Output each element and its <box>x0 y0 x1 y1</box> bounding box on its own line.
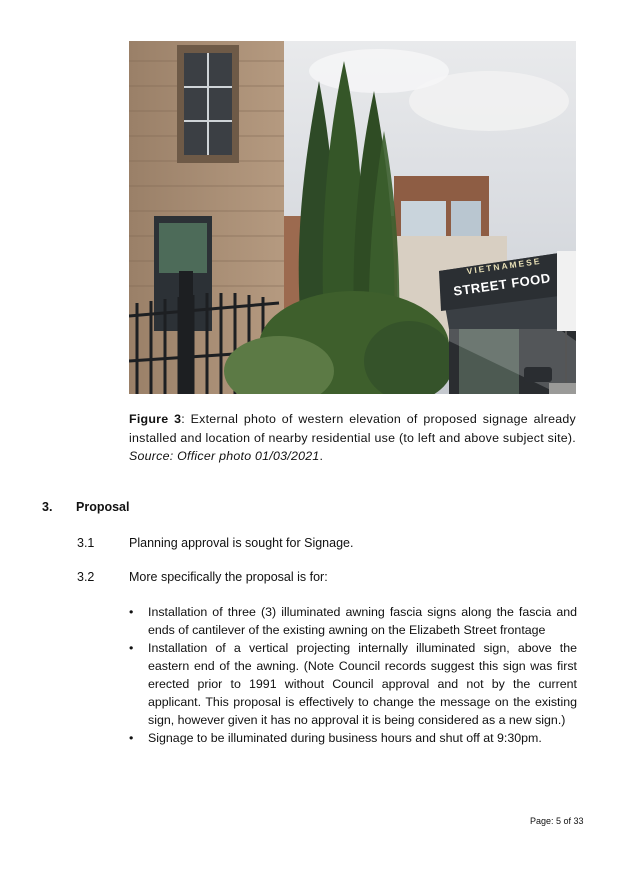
figure-label: Figure 3 <box>129 412 182 426</box>
figure-photo <box>129 41 576 394</box>
bullet-text: Installation of three (3) illuminated awning fascia signs along the fascia and ends of cantilever of the existing awning on the Elizabeth Street frontage <box>148 605 577 637</box>
figure-caption <box>129 410 576 466</box>
item-number: 3.1 <box>77 536 95 550</box>
bullet-glyph: • <box>129 605 134 619</box>
sign-text-line1: VIETNAMESE <box>466 255 542 277</box>
figure-caption-end: . <box>319 449 324 463</box>
bullet-item <box>129 639 577 729</box>
section-number: 3. <box>42 500 53 514</box>
proposal-bullet-list <box>129 603 577 747</box>
sign-text-line2: STREET FOOD <box>452 270 552 299</box>
bullet-glyph: • <box>129 731 134 745</box>
figure-source: Source: Officer photo 01/03/2021 <box>129 449 320 463</box>
item-text: Planning approval is sought for Signage. <box>129 536 354 550</box>
bullet-item <box>129 603 577 639</box>
figure-caption-text: : External photo of western elevation of proposed signage already installed and location of nearby residential use (to left and above subject site). <box>129 412 576 445</box>
item-number: 3.2 <box>77 570 95 584</box>
bullet-item <box>129 729 577 747</box>
item-text: More specifically the proposal is for: <box>129 570 328 584</box>
photo-illustration <box>129 41 576 394</box>
bullet-text: Installation of a vertical projecting internally illuminated sign, above the eastern end of the awning. (Note Council records suggest this sign was first erected prior to 1991 without Council approval and not by the current applicant. This proposal is effectively to change the message on the existing sign, however given it has no approval it is being considered as a new sign.) <box>148 641 577 727</box>
section-title: Proposal <box>76 500 130 514</box>
page-number: Page: 5 of 33 <box>530 816 584 826</box>
bullet-glyph: • <box>129 641 134 655</box>
bullet-text: Signage to be illuminated during business hours and shut off at 9:30pm. <box>148 731 542 745</box>
